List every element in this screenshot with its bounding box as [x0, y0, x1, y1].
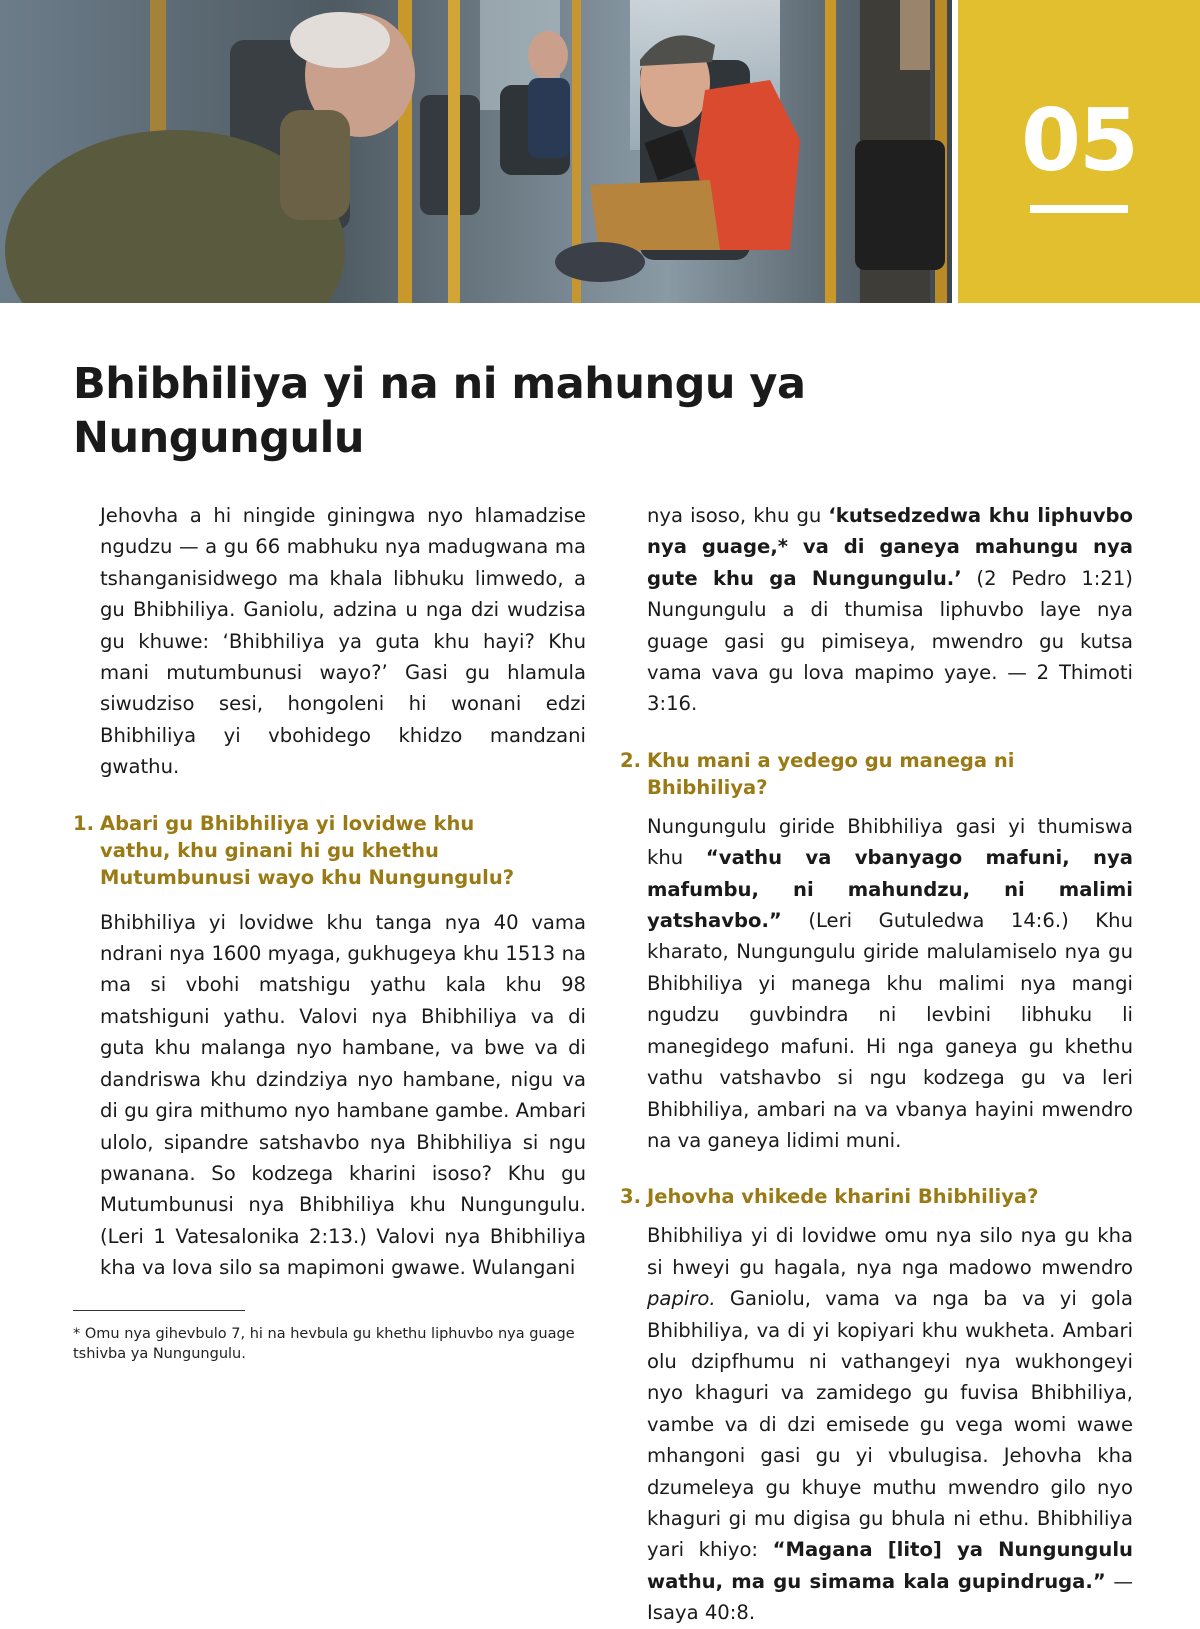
answer-1-word — [517, 1005, 531, 1028]
answer-1-word: lova — [803, 661, 845, 685]
answer-1-word: 3:16. — [647, 692, 698, 716]
answer-1-word: khu — [210, 1067, 247, 1091]
answer-1-word — [708, 630, 724, 653]
footnote: * Omu nya gihevbulo 7, hi na hevbula gu khethu liphuvbo nya guage tshivba ya Nungungulu. — [73, 1326, 575, 1362]
answer-1-word: 1600 — [211, 942, 262, 966]
answer-1-word: 40 — [493, 910, 519, 934]
answer-1-word: yaye. — [943, 661, 998, 685]
answer-1-quote-word: ganeya — [879, 535, 960, 559]
answer-1-word — [1027, 661, 1037, 684]
answer-1-word — [144, 1225, 154, 1248]
answer-1-word — [406, 1131, 416, 1154]
answer-1-word — [481, 911, 494, 934]
answer-1-quote-word — [698, 567, 713, 590]
answer-1-word — [363, 911, 376, 934]
answer-1-quote-word: khu — [988, 504, 1030, 527]
answer-1-word — [554, 1005, 568, 1028]
answer-1-word — [407, 1005, 421, 1028]
answer-1-word — [545, 1162, 561, 1185]
page-title: Bhibhiliya yi na ni mahungu ya Nungungulu — [73, 359, 806, 463]
answer-2-paragraph — [620, 811, 1133, 1156]
lesson-number-underline — [1030, 205, 1128, 213]
answer-3-text: Bhibhiliya yi di lovidwe omu nya silo nya gu kha si hweyi gu hagala, nya nga madowo mwendro — [647, 1224, 1133, 1279]
answer-1-quote-word: nya — [647, 535, 687, 559]
answer-1-word: Mutumbunusi — [100, 1193, 234, 1217]
answer-2-text-after: (Leri Gutuledwa 14:6.) Khu kharato, Nungungulu giride malulamiselo nya gu Bhibhiliya yi manega khu malimi nya mangi ngudzu guvbindra ni levbini libhuku li manegidego mafuni. Hi nga ganeya gu khethu vathu vatshavbo si ngu kodzega gu va leri Bhibhiliya, ambari na va vbanya hayini mwendro na va ganeya lidimi muni. — [647, 909, 1133, 1152]
answer-1-word: va — [562, 1067, 587, 1091]
answer-1-word: Thimoti — [1058, 661, 1133, 685]
answer-1-word — [333, 1162, 349, 1185]
answer-1-word: gukhugeya — [347, 942, 457, 966]
answer-1-word: guta — [100, 1036, 145, 1060]
answer-1-word — [805, 630, 821, 653]
answer-1-word — [435, 1225, 445, 1248]
answer-2-text: Nungungulu giride Bhibhiliya gasi yi thumiswa khu — [647, 814, 1133, 870]
answer-1-quote-word: khu — [713, 566, 754, 590]
answer-1-quote-word — [1078, 535, 1093, 558]
answer-1-word: 1:21) — [1081, 566, 1133, 590]
answer-1-word: gasi — [724, 629, 765, 653]
answer-1-word — [934, 661, 944, 684]
answer-1-word: dandriswa — [100, 1067, 202, 1091]
answer-1-word: isoso? — [431, 1161, 493, 1185]
answer-1-word — [844, 661, 854, 684]
answer-1-word: nyo — [295, 1036, 332, 1060]
answer-1-word — [299, 1225, 309, 1248]
answer-1-word: lova — [171, 1256, 213, 1280]
footnote-rule — [73, 1310, 245, 1311]
answer-1-word: mwendro — [931, 629, 1024, 653]
answer-1-word — [191, 1036, 201, 1059]
answer-1-word — [480, 1225, 490, 1248]
answer-1-word: Wulangani — [472, 1256, 576, 1280]
answer-1-word: ngu — [548, 1130, 587, 1154]
answer-1-word: guage — [647, 629, 709, 653]
answer-1-word: khu — [409, 1193, 446, 1217]
answer-1-word: di — [568, 1004, 586, 1028]
answer-1-word: kharini — [348, 1161, 417, 1185]
answer-1-word — [351, 973, 370, 996]
answer-1-word: yathu. — [223, 1004, 286, 1028]
answer-1-word: myaga, — [267, 942, 342, 966]
answer-1-word: nya — [371, 1004, 408, 1028]
answer-1-quote-word: liphuvbo — [1037, 504, 1133, 527]
answer-1-quote-word — [960, 535, 975, 558]
intro-paragraph: Jehovha a hi ningide giningwa nyo hlamadzise ngudzu — a gu 66 mabhuku nya madugwana ma tshanganisidwego ma khala libhuku limwedo, a gu Bhibhiliya. Ganiolu, adzina u nga dzi wudzisa gu khuwe: ‘Bhibhiliya ya guta khu hayi? Khu mani mutumbunusi wayo?’ Gasi gu hlamula siwudziso sesi, hongoleni hi wonani edzi Bhibhiliya yi vbohidego khidzo mandzani gwathu. — [100, 504, 586, 779]
answer-1-word: matshigu — [258, 973, 351, 997]
answer-1-word — [359, 1131, 369, 1154]
answer-1-word: khu — [462, 942, 500, 966]
answer-1-word: — — [1007, 661, 1027, 685]
answer-1-word: Bhibhiliya — [489, 1224, 586, 1248]
answer-1-word: va — [530, 1004, 555, 1028]
answer-1-word — [145, 1036, 155, 1059]
answer-1-word — [1064, 630, 1080, 653]
answer-1-word: khu — [505, 973, 542, 997]
answer-1-word — [474, 1036, 484, 1059]
answer-1-quote-word — [797, 567, 812, 590]
answer-1-word: nya — [444, 1224, 481, 1248]
answer-1-word: lovidwe — [238, 910, 314, 934]
answer-1-word: di — [810, 598, 829, 622]
answer-1-continuation — [620, 500, 1133, 720]
question-3-number: 3. — [620, 1185, 641, 1209]
answer-1-word: hambane — [336, 1099, 429, 1123]
answer-1-word: gu — [124, 1099, 150, 1123]
answer-1-word: vbohi — [185, 973, 240, 997]
answer-1-word: bwe — [484, 1036, 525, 1060]
answer-1-word — [997, 661, 1007, 684]
answer-1-word: nya — [369, 1130, 406, 1154]
answer-1-word: Valovi — [376, 1224, 435, 1248]
answer-3-italic: papiro. — [647, 1287, 716, 1311]
answer-1-word: kala — [445, 973, 487, 997]
answer-1-word: ulolo, — [100, 1130, 154, 1154]
answer-1-word — [795, 598, 811, 621]
answer-1-word: vava — [711, 661, 759, 685]
answer-1-word: vama — [647, 661, 702, 685]
hero-photo — [0, 0, 952, 303]
question-1-number: 1. — [73, 811, 94, 835]
answer-1-word: mapimoni — [286, 1256, 385, 1280]
answer-1-word: yathu — [370, 973, 427, 997]
answer-1-word — [249, 1131, 259, 1154]
answer-3-paragraph — [620, 1220, 1133, 1628]
answer-1-word: matshiguni — [100, 1004, 210, 1028]
answer-1-word: kutsa — [1079, 629, 1134, 653]
answer-1-word: sipandre — [163, 1130, 249, 1154]
answer-1-word: pwanana. — [100, 1161, 196, 1185]
answer-1-word: nyo — [357, 1067, 394, 1091]
answer-1-quote-word: gute — [647, 566, 698, 590]
answer-1-word: nya — [169, 942, 206, 966]
answer-3-text-mid: Ganiolu, vama va nga ba va yi gola Bhibhiliya, va di yi kopiyari khu wukheta. Ambari olu dzipfhumu ni vathangeyi nya wukhongeyi nyo khaguri va zamidego gu fuvisa Bhibhiliya, vambe va di dzi emisede gu vega womi wawe mhangoni gasi gu yi vbulugisa. Jehovha kha dzumeleya gu khuye muthu mwendro gilo nyo khaguri gi mu digisa gu bhula ni ethu. Bhibhiliya yari khiyo: — [647, 1287, 1133, 1562]
answer-1-word: hambane, — [341, 1036, 441, 1060]
answer-1-word — [828, 598, 844, 621]
answer-1-word — [525, 1036, 535, 1059]
answer-1-word — [395, 1193, 410, 1216]
answer-1-quote-word — [864, 535, 879, 558]
answer-1-word: (Leri — [100, 1224, 144, 1248]
left-column — [73, 500, 586, 1284]
answer-1-word — [764, 630, 780, 653]
answer-1-word — [1024, 598, 1040, 621]
answer-1-word — [348, 1068, 357, 1091]
answer-1-quote-word — [788, 535, 803, 558]
answer-1-word — [1081, 598, 1097, 621]
answer-1-word — [542, 973, 561, 996]
question-2-number: 2. — [620, 748, 641, 772]
answer-1-word — [393, 1068, 402, 1091]
answer-1-quote-word — [687, 535, 702, 558]
answer-1-word: pimiseya, — [821, 629, 916, 653]
answer-1-word — [512, 1131, 522, 1154]
answer-1-quote-word: guage,* — [701, 535, 789, 559]
answer-1-word: mapimo — [854, 661, 935, 685]
answer-1-word: ndrani — [100, 942, 163, 966]
answer-1-quote-word — [754, 567, 769, 590]
answer-1-word: va — [142, 1256, 166, 1280]
answer-1-word: nya — [444, 910, 481, 934]
answer-1-quote-word — [829, 535, 844, 558]
question-2 — [620, 747, 1133, 801]
answer-1-word: gwawe. — [391, 1256, 466, 1280]
answer-1-word: va — [534, 1036, 559, 1060]
answer-1-word: hambane, — [402, 1067, 502, 1091]
answer-1-word — [154, 1131, 164, 1154]
answer-1-quote-word — [981, 504, 989, 527]
answer-1-word: 2 — [1036, 661, 1050, 685]
answer-1-word — [196, 1162, 212, 1185]
question-2-text: Khu mani a yedego gu manega ni Bhibhiliya? — [647, 748, 1015, 799]
answer-1-word — [196, 911, 209, 934]
answer-1-word — [166, 1225, 176, 1248]
answer-1-word: malanga — [200, 1036, 287, 1060]
answer-1-word — [924, 598, 940, 621]
answer-1-word: nya — [647, 504, 684, 527]
answer-1-word: So — [211, 1161, 236, 1185]
answer-1-word: gu — [561, 1161, 587, 1185]
answer-1-quote-word: ga — [769, 566, 797, 590]
answer-1-word — [793, 661, 803, 684]
answer-1-word: liphuvbo — [939, 598, 1024, 622]
answer-1-word — [492, 1162, 508, 1185]
answer-1-word: si — [522, 1130, 539, 1154]
question-1 — [73, 810, 586, 891]
answer-1-word — [166, 973, 185, 996]
answer-1-word: tanga — [375, 910, 433, 934]
answer-1-word: Bhibhiliya — [100, 910, 197, 934]
answer-1-word — [286, 1005, 300, 1028]
answer-1-word: ma — [100, 973, 132, 997]
answer-1-word: khu — [326, 910, 363, 934]
answer-1-word: gu — [780, 629, 806, 653]
answer-1-word: khu — [154, 1036, 191, 1060]
answer-1-word: isoso, — [690, 504, 747, 527]
answer-1-word — [538, 1131, 548, 1154]
answer-1-word: laye — [1039, 598, 1081, 622]
right-column — [620, 500, 1133, 1629]
answer-1-word — [416, 1162, 432, 1185]
answer-1-word — [759, 661, 769, 684]
question-1-text: Abari gu Bhibhiliya yi lovidwe khu vathu, khu ginani hi gu khethu Mutumbunusi wayo khu Nungungulu? — [100, 811, 515, 889]
answer-1-word: Khu — [507, 1161, 546, 1185]
answer-1-word: nigu — [510, 1067, 554, 1091]
answer-1-word — [1067, 567, 1082, 590]
answer-1-word — [916, 630, 932, 653]
answer-1-word: Bhibhiliya — [416, 1130, 513, 1154]
answer-1-word: 1513 — [505, 942, 556, 966]
answer-1-word: silo — [219, 1256, 253, 1280]
answer-1-word: gu — [768, 661, 794, 685]
answer-1-word: sa — [258, 1256, 281, 1280]
answer-1-word: gu — [1039, 629, 1065, 653]
answer-1-word — [358, 1005, 372, 1028]
answer-1-word: 98 — [561, 973, 587, 997]
answer-1-word — [284, 1193, 299, 1216]
answer-1-word: di — [100, 1099, 118, 1123]
answer-1-word: di — [568, 1036, 586, 1060]
answer-1-word: si — [150, 973, 167, 997]
answer-1-word — [236, 1162, 252, 1185]
answer-1-quote-word: mahungu — [974, 535, 1079, 559]
answer-1-word: Valovi — [299, 1004, 358, 1028]
question-3-text: Jehovha vhikede kharini Bhibhiliya? — [647, 1185, 1039, 1209]
answer-1-word — [314, 911, 327, 934]
answer-1-word: 1 — [153, 1224, 166, 1248]
answer-1-word: vama — [531, 910, 587, 934]
answer-1-word: mithumo — [199, 1099, 288, 1123]
answer-1-word: dzindziya — [255, 1067, 349, 1091]
answer-1-word — [286, 1036, 296, 1059]
answer-2-quote: “vathu va vbanyago mafuni, nya mafumbu, ni mahundzu, ni malimi yatshavbo.” — [647, 846, 1133, 933]
answer-1-word — [332, 1036, 342, 1059]
answer-1-word: nya — [248, 1193, 285, 1217]
answer-1-word: gu — [796, 504, 822, 527]
answer-1-word — [558, 1036, 568, 1059]
answer-1-word: khu — [753, 504, 790, 527]
answer-1-word: Vatesalonika — [175, 1224, 300, 1248]
answer-1-paragraph — [73, 907, 586, 1284]
answer-1-word: a — [782, 598, 795, 622]
answer-1-word: Nungungulu. — [460, 1193, 587, 1217]
answer-1-word: Bhibhiliya — [298, 1193, 396, 1217]
answer-1-word — [702, 661, 712, 684]
answer-1-word: kha — [100, 1256, 136, 1280]
answer-1-word — [234, 1193, 249, 1216]
answer-1-word — [426, 973, 445, 996]
answer-3-quote: “Magana [lito] ya Nungungulu wathu, ma gu simama kala gupindruga.” — [647, 1538, 1134, 1593]
answer-1-word — [519, 911, 532, 934]
answer-1-word: Nungungulu — [647, 598, 767, 622]
answer-3-text-after: — Isaya 40:8. — [647, 1569, 1133, 1625]
answer-1-word — [239, 973, 258, 996]
answer-1-word — [1049, 661, 1059, 684]
answer-1-word: Bhibhiliya — [421, 1004, 518, 1028]
answer-1-word: kodzega — [251, 1161, 334, 1185]
answer-1-word: na — [561, 942, 586, 966]
answer-1-word: gira — [155, 1099, 194, 1123]
answer-1-word: va — [450, 1036, 475, 1060]
answer-1-word — [210, 1005, 224, 1028]
answer-1-word — [767, 598, 783, 621]
answer-1-word: nyo — [294, 1099, 331, 1123]
answer-1-word: nya — [1096, 598, 1133, 622]
answer-1-word — [367, 1225, 377, 1248]
lesson-badge — [958, 0, 1200, 303]
answer-1-quote-word: va — [802, 535, 829, 559]
answer-1-quote-word: ‘kutsedzedwa — [828, 504, 982, 527]
answer-1-word — [997, 567, 1012, 590]
answer-1-word: gambe. — [435, 1099, 510, 1123]
question-3 — [620, 1183, 1133, 1210]
answer-1-word — [446, 1193, 461, 1216]
answer-1-word: Ambari — [515, 1099, 587, 1123]
answer-1-word — [246, 1068, 255, 1091]
answer-1-word — [201, 1068, 210, 1091]
answer-1-word — [1023, 630, 1039, 653]
answer-1-word — [226, 911, 239, 934]
lesson-number: 05 — [1021, 91, 1137, 191]
answer-1-word: satshavbo — [258, 1130, 360, 1154]
answer-1-quote-word: di — [843, 535, 865, 559]
answer-1-word — [432, 911, 445, 934]
answer-1-word: Pedro — [1011, 566, 1067, 590]
answer-1-quote-word: Nungungulu.’ — [811, 566, 962, 590]
answer-1-word: thumisa — [844, 598, 924, 622]
answer-1-word: 2:13.) — [309, 1224, 367, 1248]
answer-1-word: (2 — [976, 566, 997, 590]
answer-1-quote-word: nya — [1093, 535, 1133, 559]
answer-1-word — [962, 567, 977, 590]
answer-1-word — [486, 973, 505, 996]
answer-1-word — [441, 1036, 451, 1059]
answer-1-word — [131, 973, 150, 996]
answer-1-word: yi — [208, 910, 226, 934]
